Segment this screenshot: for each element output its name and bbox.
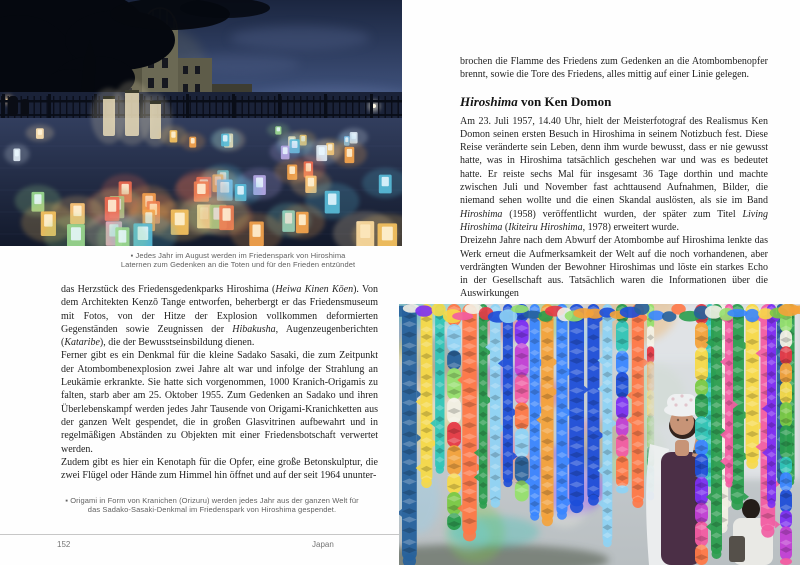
paragraph: Am 23. Juli 1957, 14.40 Uhr, hielt der Meisterfotograf des Realismus Ken Domon seinen ersten Besuch in Hiroshima in seinem Notizbuch fest. Diese Reise veränderte sein Leben, denn ihm wurde bewusst, dass er nie gewusst hatte, was in Hiroshima tatsächlich geschehen war und was es bedeutet hatte. Er reiste sechs Mal für insgesamt 36 Tage dorthin und machte zwischen Juli und November fast achttausend Aufnahmen, Bilder, die niemand sehen wollte und die einen Skandal auslösten, als sie im Band Hiroshima (1958) veröffentlicht wurden, der später zum Titel Living Hiroshima (Ikiteiru Hiroshima, 1978) erweitert wurde. [460,115,768,233]
caption-line: ▪ Jedes Jahr im August werden im Friedenspark von Hiroshima [130,251,346,260]
photo-caption-origami [62,496,362,514]
body-text-left [61,283,378,482]
paragraph: Dreizehn Jahre nach dem Abwurf der Atombombe auf Hiroshima lenkte das Werk erneut die Aufmerksamkeit der Welt auf die noch vorhandenen, aber verdrängten Wunden der Bewohner Hiroshimas und löste ein starkes Echo in der Gesellschaft aus. Tatsächlich waren die Informationen über die Auswirkungen [460,235,768,300]
photo-caption-lanterns [98,251,378,269]
page-number: 152 [57,540,71,549]
photo-peace-park-lanterns [0,0,402,246]
heading-italic-part: Hiroshima [460,93,518,109]
section-title: Japan [312,540,334,549]
paragraph: das Herzstück des Friedensgedenkparks Hiroshima (Heiwa Kinen Kōen). Von dem Architekten Kenzō Tange entworfen, beherbergt er das Friedensmuseum mit Fotos, von der Hitze der Explosion vollkommen deformierten Gegenständen sowie Zeugnissen der Hibakusha, Augenzeugenberichten (Kataribe), die der Bewusstseinsbildung dienen. [61,284,378,349]
photo-origami-cranes [399,304,800,565]
origami-cranes-photo-illustration [399,304,800,565]
caption-line: ▪ Origami in Form von Kranichen (Orizuru) werden jedes Jahr aus der ganzen Welt für [65,496,359,505]
body-text-right [460,55,768,301]
heading-roman-part: von Ken Domon [517,93,612,109]
paragraph: brochen die Flamme des Friedens zum Gedenken an die Atombombenopfer brennt, sowie die Tore des Friedens, alles mittig auf einer Linie gelegen. [460,56,768,81]
spacer [460,82,768,94]
paragraph: Zudem gibt es hier ein Kenotaph für die Opfer, eine große Betonskulptur, die zwei Flügel oder Hände zum Himmel hin öffnet und auf der seit 1964 ununter- [61,456,378,482]
caption-line: das Sadako-Sasaki-Denkmal im Friedenspark von Hiroshima gespendet. [87,505,337,514]
section-heading [460,94,768,110]
caption-line: Laternen zum Gedenken an die Toten und für den Frieden entzündet [120,260,356,269]
dome-dusk-photo-illustration [0,0,402,246]
paragraph: Ferner gibt es ein Denkmal für die kleine Sadako Sasaki, die zum Zeitpunkt der Atombombenexplosion zwei Jahre alt war und infolge der Strahlung an Leukämie erkrankte. Sie hatte sich vorgenommen, 1000 Kranich-Origamis zu falten, starb aber am 25. Oktober 1955. Zum Gedenken an Sadako und ihren Überlebenskampf werden jedes Jahr Tausende von Origami-Kranichketten aus der ganzen Welt gespendet, die in großen Glasvitrinen aufbewahrt und in regelmäßigen Abständen zu Objekten mit einer Friedensbotschaft verwertet werden. [61,350,378,455]
footer-rule [0,534,400,535]
